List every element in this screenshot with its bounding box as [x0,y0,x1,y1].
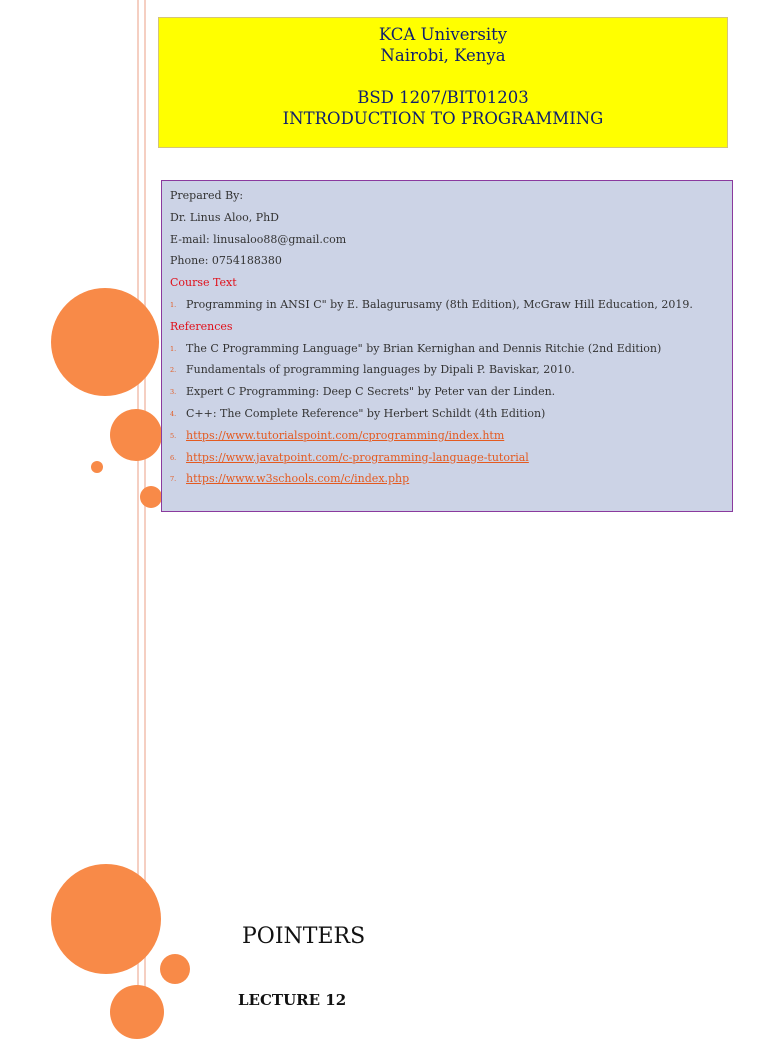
reference-item [170,359,732,381]
university-name: KCA University [378,25,508,44]
decor-circle [110,985,164,1039]
reference-item [170,425,732,447]
university-location: Nairobi, Kenya [380,46,506,65]
course-info-box [161,180,733,512]
reference-text: Expert C Programming: Deep C Secrets" by Peter van der Linden. [186,385,556,399]
reference-text: The C Programming Language" by Brian Kernighan and Dennis Ritchie (2nd Edition) [186,341,662,355]
reference-item [170,338,732,360]
reference-link-w3schools[interactable]: https://www.w3schools.com/c/index.php [186,472,410,486]
decor-circle [160,954,190,984]
list-number: 7. [170,475,177,484]
decor-circle [51,864,161,974]
decor-circle [91,461,103,473]
list-number: 1. [170,300,177,309]
reference-item [170,403,732,425]
list-number: 1. [170,344,177,353]
list-number: 6. [170,453,177,462]
decor-vertical-rule [137,0,139,1024]
reference-item [170,381,732,403]
reference-link-tutorialspoint[interactable]: https://www.tutorialspoint.com/cprogramming/index.htm [186,428,505,442]
list-number: 2. [170,366,177,375]
decor-circle [51,288,159,396]
list-number: 4. [170,409,177,418]
author-phone: Phone: 0754188380 [170,254,282,268]
author-name: Dr. Linus Aloo, PhD [170,210,280,224]
decor-vertical-rule [144,0,146,1024]
list-number: 3. [170,388,177,397]
reference-text: Fundamentals of programming languages by Dipali P. Baviskar, 2010. [186,363,575,377]
course-title-box [158,17,728,148]
reference-link-javatpoint[interactable]: https://www.javatpoint.com/c-programming-language-tutorial [186,450,529,464]
reference-text: C++: The Complete Reference" by Herbert Schildt (4th Edition) [186,406,546,420]
references-heading: References [170,319,233,333]
list-number: 5. [170,431,177,440]
author-email: E-mail: linusaloo88@gmail.com [170,232,347,246]
course-name: INTRODUCTION TO PROGRAMMING [282,109,604,128]
slide-title: POINTERS [242,924,366,949]
course-text-item-text: Programming in ANSI C" by E. Balagurusamy (8th Edition), McGraw Hill Education, 2019. [186,297,693,311]
lecture-number: LECTURE 12 [238,991,347,1009]
decor-circle [110,409,162,461]
reference-item [170,468,732,490]
course-text-heading: Course Text [170,276,237,290]
prepared-by-label: Prepared By: [170,189,244,202]
reference-item [170,447,732,469]
decor-circle [140,486,162,508]
course-code: BSD 1207/BIT01203 [357,88,529,107]
course-text-item [170,294,732,316]
